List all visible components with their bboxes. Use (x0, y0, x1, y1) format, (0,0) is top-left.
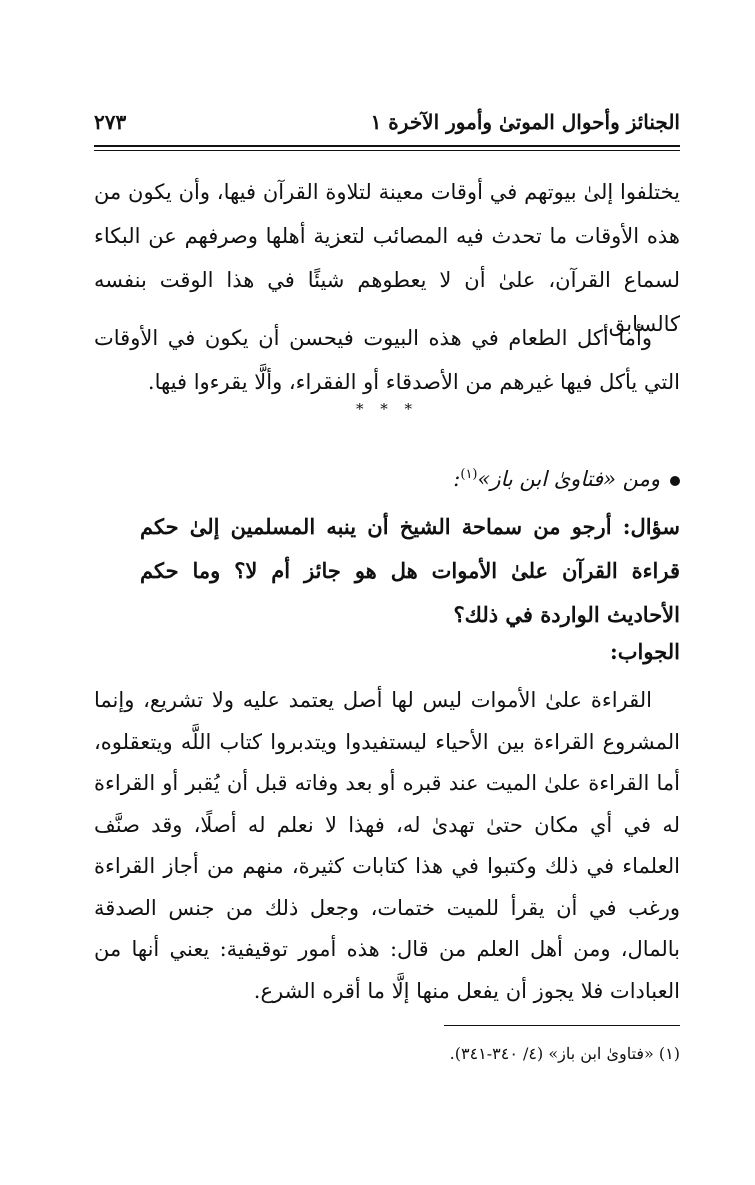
answer-text: القراءة علىٰ الأموات ليس لها أصل يعتمد عليه ولا تشريع، وإنما المشروع القراءة بين الأحياء ليستفيدوا ويتدبروا كتاب اللَّه ويتعقلوه، أما القراءة علىٰ الميت عند قبره أو بعد وفاته قبل أن يُقبر أو القراءة له في أي مكان حتىٰ تهدىٰ له، فهذا لا نعلم له أصلًا، وقد صنَّف العلماء في ذلك وكتبوا في هذا كتابات كثيرة، منهم من أجاز القراءة ورغب في أن يقرأ للميت ختمات، وجعل ذلك من جنس الصدقة بالمال، ومن أهل العلم من قال: هذه أمور توقيفية: يعني أنها من العبادات فلا يجوز أن يفعل منها إلَّا ما أقره الشرع. (94, 688, 680, 1003)
section-separator: * * * (355, 400, 419, 418)
header-title: الجنائز وأحوال الموتىٰ وأمور الآخرة ١ (370, 110, 680, 134)
header-rule-thin (94, 150, 680, 151)
paragraph-2: وأما أكل الطعام في هذه البيوت فيحسن أن يكون في الأوقات التي يأكل فيها غيرهم من الأصدقاء أو الفقراء، وألَّا يقرءوا فيها. (94, 326, 680, 394)
footnote-divider (444, 1025, 680, 1026)
footnote: (١) «فتاوىٰ ابن باز» (٤/ ٣٤٠-٣٤١). (449, 1044, 680, 1063)
header-rule-thick (94, 145, 680, 147)
page-number: ٢٧٣ (94, 110, 127, 134)
source-title: ومن «فتاوىٰ ابن باز» (477, 467, 660, 491)
paragraph-1: يختلفوا إلىٰ بيوتهم في أوقات معينة لتلاوة القرآن فيها، وأن يكون من هذه الأوقات ما تحدث فيه المصائب لتعزية أهلها وصرفهم عن البكاء لسماع القرآن، علىٰ أن لا يعطوهم شيئًا في هذا الوقت بنفسه كالسابق. (94, 180, 680, 336)
bullet-icon (670, 476, 680, 486)
question-text: سؤال: أرجو من سماحة الشيخ أن ينبه المسلمين إلىٰ حكم قراءة القرآن علىٰ الأموات هل هو جائز أم لا؟ وما حكم الأحاديث الواردة في ذلك؟ (140, 514, 680, 627)
source-colon: : (453, 467, 461, 491)
footnote-reference: (١) (460, 467, 478, 482)
source-heading (94, 455, 680, 499)
answer-label: الجواب: (610, 639, 680, 664)
running-header (94, 110, 680, 142)
